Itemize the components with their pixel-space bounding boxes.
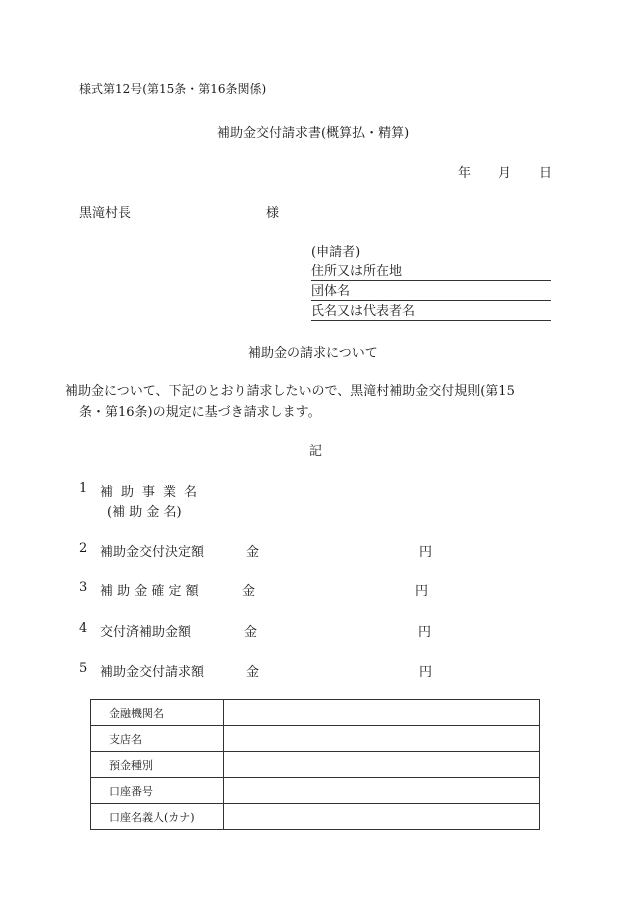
ki-heading: 記 xyxy=(309,444,323,459)
date-day-label: 日 xyxy=(539,166,553,181)
item-label: 補助事業名 xyxy=(100,485,206,500)
applicant-heading: (申請者) xyxy=(311,245,361,260)
body-text-line-2: 条・第16条)の規定に基づき請求します。 xyxy=(79,405,321,420)
item-en-label: 円 xyxy=(419,665,433,680)
item-label: 補助金交付請求額 xyxy=(100,665,205,680)
branch-name-label: 支店名 xyxy=(91,726,224,752)
item-label: 補助金交付決定額 xyxy=(100,545,205,560)
document-title: 補助金交付請求書(概算払・精算) xyxy=(217,126,410,141)
bank-name-label: 金融機関名 xyxy=(91,700,224,726)
deposit-type-label: 預金種別 xyxy=(91,752,224,778)
table-row xyxy=(91,752,540,778)
bank-info-table xyxy=(90,699,540,830)
item-kin-label: 金 xyxy=(242,584,256,599)
item-number: 3 xyxy=(79,580,88,595)
date-year-label: 年 xyxy=(458,166,472,181)
item-number: 4 xyxy=(79,621,88,636)
table-row xyxy=(91,700,540,726)
item-kin-label: 金 xyxy=(246,665,260,680)
applicant-name-field: 氏名又は代表者名 xyxy=(311,300,551,321)
item-sublabel: (補 助 金 名) xyxy=(107,505,182,520)
bank-name-value xyxy=(224,700,540,726)
account-number-value xyxy=(224,778,540,804)
form-number: 様式第12号(第15条・第16条関係) xyxy=(79,82,267,96)
item-kin-label: 金 xyxy=(246,545,260,560)
applicant-address-field: 住所又は所在地 xyxy=(311,260,551,281)
item-number: 2 xyxy=(79,541,88,556)
body-text-line-1: 補助金について、下記のとおり請求したいので、黒滝村補助金交付規則(第15 xyxy=(65,384,515,399)
applicant-org-field: 団体名 xyxy=(311,280,551,301)
addressee-name: 黒滝村長 xyxy=(79,206,132,221)
item-number: 5 xyxy=(79,661,88,676)
date-month-label: 月 xyxy=(498,166,512,181)
addressee-honorific: 様 xyxy=(266,206,280,221)
item-en-label: 円 xyxy=(418,625,432,640)
subject-line: 補助金の請求について xyxy=(248,346,378,361)
account-holder-value xyxy=(224,804,540,830)
branch-name-value xyxy=(224,726,540,752)
item-label: 補 助 金 確 定 額 xyxy=(100,584,199,599)
table-row xyxy=(91,804,540,830)
item-en-label: 円 xyxy=(419,545,433,560)
item-kin-label: 金 xyxy=(244,625,258,640)
table-row xyxy=(91,726,540,752)
deposit-type-value xyxy=(224,752,540,778)
account-holder-label: 口座名義人(カナ) xyxy=(91,804,224,830)
table-row xyxy=(91,778,540,804)
item-number: 1 xyxy=(79,481,88,496)
account-number-label: 口座番号 xyxy=(91,778,224,804)
item-label: 交付済補助金額 xyxy=(100,625,192,640)
item-en-label: 円 xyxy=(415,584,429,599)
